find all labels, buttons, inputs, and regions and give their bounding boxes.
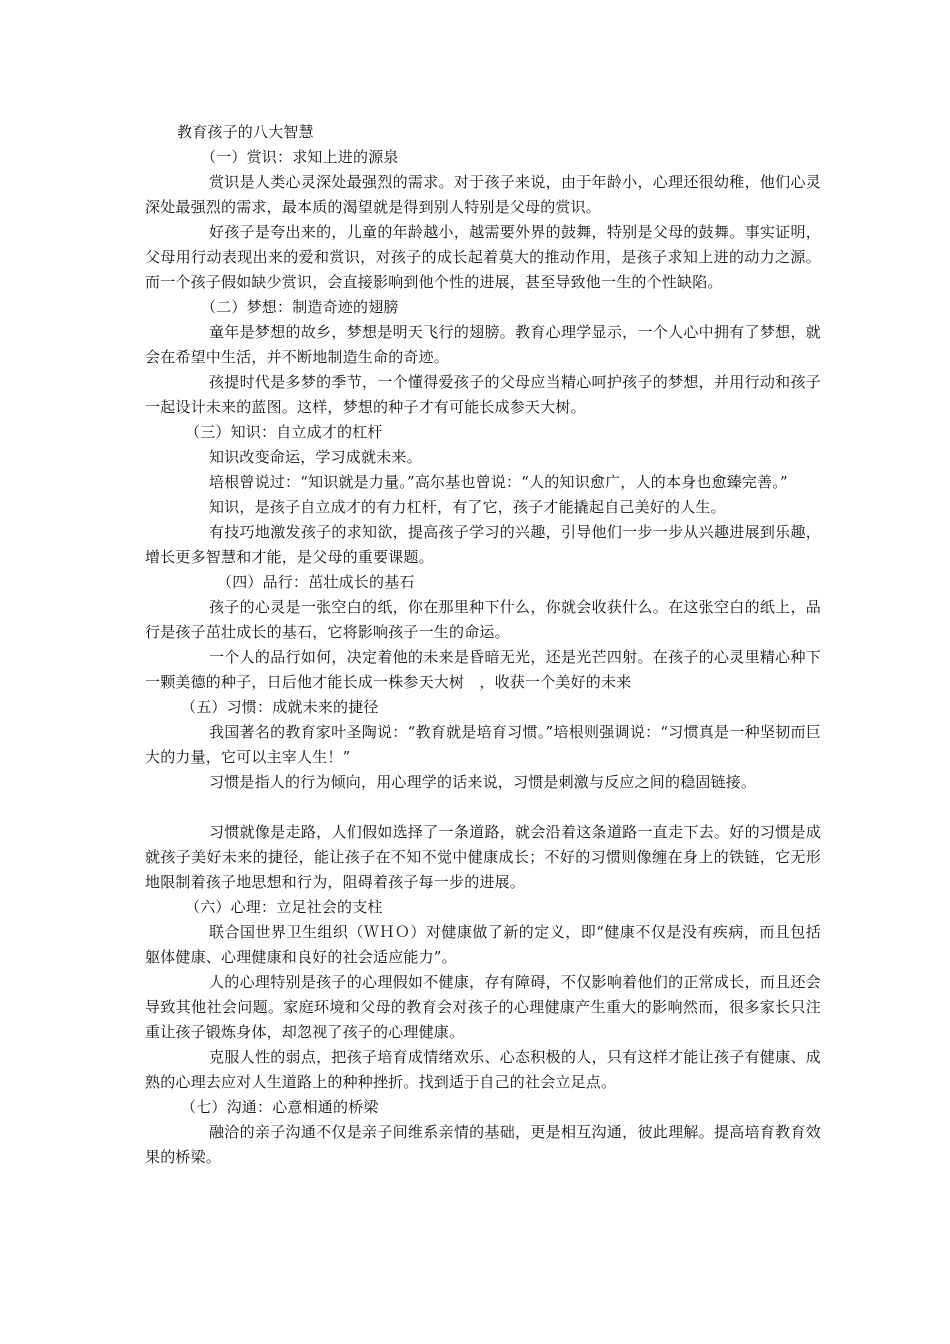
section-heading: （六）心理：立足社会的支柱 — [185, 898, 383, 916]
paragraph: 知识改变命运，学习成就未来。 — [209, 448, 422, 466]
paragraph: 孩提时代是多梦的季节，一个懂得爱孩子的父母应当精心呵护孩子的梦想，并用行动和孩子一起设计未来的蓝图。这样，梦想的种子才有可能长成参天大树。 — [145, 373, 821, 416]
paragraph: 孩子的心灵是一张空白的纸，你在那里种下什么，你就会收获什么。在这张空白的纸上，品行是孩子茁壮成长的基石，它将影响孩子一生的命运。 — [145, 598, 821, 641]
paragraph: 好孩子是夸出来的，儿童的年龄越小，越需要外界的鼓舞，特别是父母的鼓舞。事实证明，父母用行动表现出来的爱和赏识，对孩子的成长起着莫大的推动作用，是孩子求知上进的动力之源。而一个孩子假如缺少赏识，会直接影响到他个性的进展，甚至导致他一生的个性缺陷。 — [145, 223, 821, 291]
paragraph: 知识，是孩子自立成才的有力杠杆，有了它，孩子才能撬起自己美好的人生。 — [209, 498, 726, 516]
section-heading: （三）知识：自立成才的杠杆 — [185, 423, 383, 441]
section-heading: （一）赏识：求知上进的源泉 — [201, 148, 399, 166]
blank-line — [145, 795, 821, 820]
paragraph: 赏识是人类心灵深处最强烈的需求。对于孩子来说，由于年龄小，心理还很幼稚，他们心灵深处最强烈的需求，最本质的渴望就是得到别人特别是父母的赏识。 — [145, 173, 821, 216]
paragraph: 有技巧地激发孩子的求知欲，提高孩子学习的兴趣，引导他们一步一步从兴趣进展到乐趣，增长更多智慧和才能，是父母的重要课题。 — [145, 523, 821, 566]
section-heading: （四）品行：茁壮成长的基石 — [217, 573, 415, 591]
paragraph: 融洽的亲子沟通不仅是亲子间维系亲情的基础，更是相互沟通，彼此理解。提高培育教育效果的桥梁。 — [145, 1123, 821, 1166]
paragraph: 我国著名的教育家叶圣陶说：“教育就是培育习惯。”培根则强调说：“习惯真是一种坚韧而巨大的力量，它可以主宰人生！” — [145, 723, 821, 766]
section-heading: （七）沟通：心意相通的桥梁 — [181, 1098, 379, 1116]
section-heading: （二）梦想：制造奇迹的翅膀 — [201, 298, 399, 316]
paragraph: 人的心理特别是孩子的心理假如不健康，存有障碍，不仅影响着他们的正常成长，而且还会导致其他社会问题。家庭环境和父母的教育会对孩子的心理健康产生重大的影响然而，很多家长只注重让孩子锻炼身体，却忽视了孩子的心理健康。 — [145, 973, 821, 1041]
section-heading: （五）习惯：成就未来的捷径 — [181, 698, 379, 716]
paragraph: 习惯就像是走路，人们假如选择了一条道路，就会沿着这条道路一直走下去。好的习惯是成就孩子美好未来的捷径，能让孩子在不知不觉中健康成长；不好的习惯则像缠在身上的铁链，它无形地限制着孩子地思想和行为，阻碍着孩子每一步的进展。 — [145, 823, 821, 891]
paragraph: 一个人的品行如何，决定着他的未来是昏暗无光，还是光芒四射。在孩子的心灵里精心种下一颗美德的种子，日后他才能长成一株参天大树 ，收获一个美好的未来 — [145, 648, 821, 691]
paragraph: 克服人性的弱点，把孩子培育成情绪欢乐、心态积极的人，只有这样才能让孩子有健康、成熟的心理去应对人生道路上的种种挫折。找到适于自己的社会立足点。 — [145, 1048, 821, 1091]
document-body — [145, 120, 821, 1170]
paragraph: 培根曾说过：“知识就是力量。”高尔基也曾说：“人的知识愈广，人的本身也愈臻完善。” — [209, 473, 788, 491]
paragraph: 习惯是指人的行为倾向，用心理学的话来说，习惯是刺激与反应之间的稳固链接。 — [209, 773, 757, 791]
paragraph: 联合国世界卫生组织（ＷＨＯ）对健康做了新的定义，即“健康不仅是没有疾病，而且包括躯体健康、心理健康和良好的社会适应能力”。 — [145, 923, 821, 966]
document-title: 教育孩子的八大智慧 — [177, 123, 314, 141]
paragraph: 童年是梦想的故乡，梦想是明天飞行的翅膀。教育心理学显示，一个人心中拥有了梦想，就会在希望中生活，并不断地制造生命的奇迹。 — [145, 323, 821, 366]
